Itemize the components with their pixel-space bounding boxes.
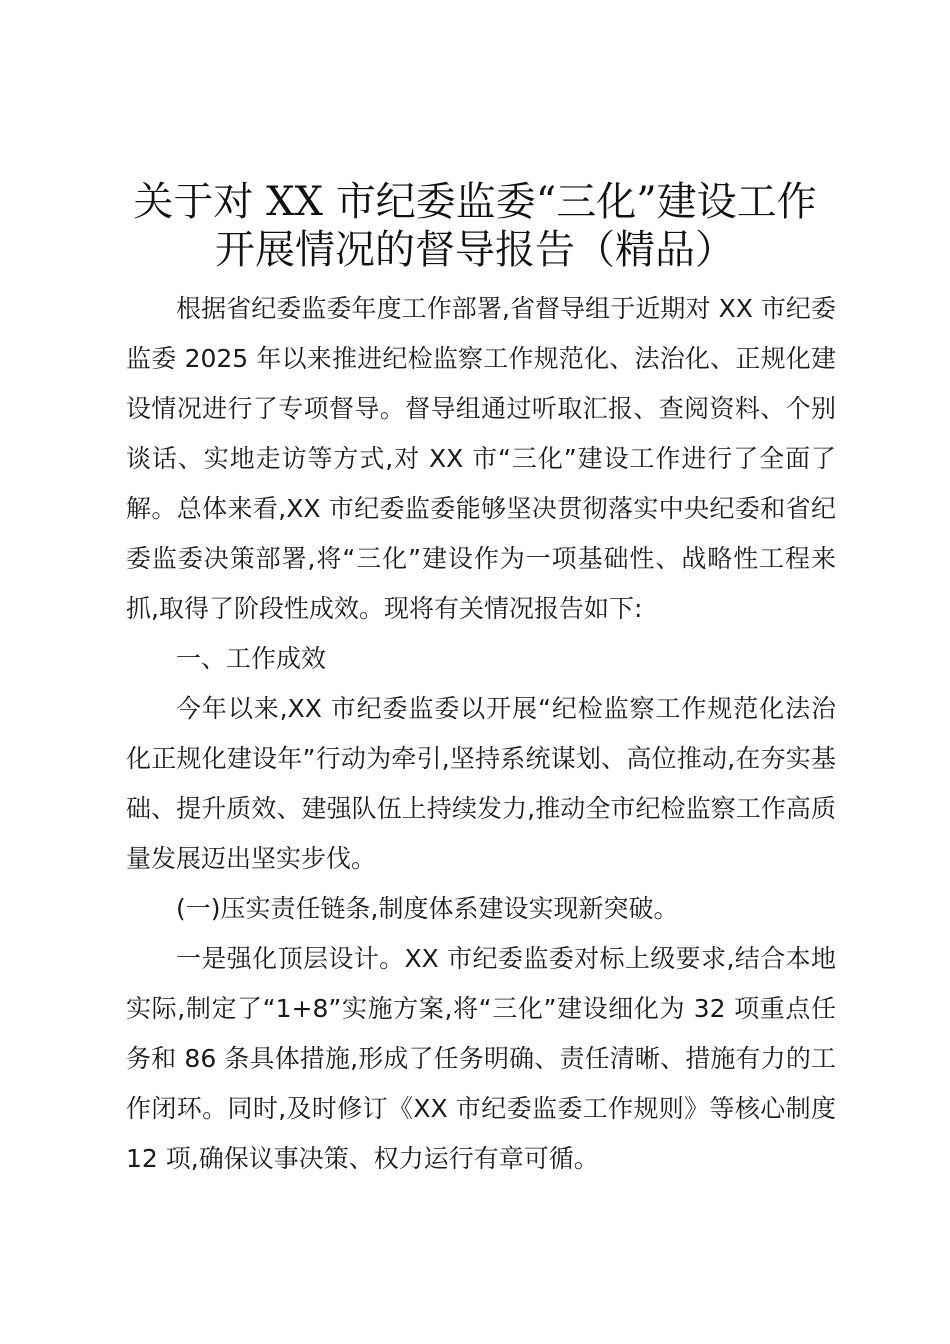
document-title: 关于对 XX 市纪委监委“三化”建设工作开展情况的督导报告（精品） xyxy=(133,179,817,273)
section-heading-work-results: 一、工作成效 xyxy=(176,644,327,673)
results-overview-paragraph: 今年以来,XX 市纪委监委以开展“纪检监察工作规范化法治化正规化建设年”行动为牵引,坚持系统谋划、高位推动,在夯实基础、提升质效、建强队伍上持续发力,推动全市纪检监察工作高质量发展迈出坚实步伐。 xyxy=(126,694,836,873)
intro-paragraph: 根据省纪委监委年度工作部署,省督导组于近期对 XX 市纪委监委 2025 年以来推进纪检监察工作规范化、法治化、正规化建设情况进行了专项督导。督导组通过听取汇报、查阅资料、个别谈话、实地走访等方式,对 XX 市“三化”建设工作进行了全面了解。总体来看,XX 市纪委监委能够坚决贯彻落实中央纪委和省纪委监委决策部署,将“三化”建设作为一项基础性、战略性工程来抓,取得了阶段性成效。现将有关情况报告如下: xyxy=(126,294,836,623)
subsection-heading-1: (一)压实责任链条,制度体系建设实现新突破。 xyxy=(176,894,679,923)
top-level-design-paragraph: 一是强化顶层设计。XX 市纪委监委对标上级要求,结合本地实际,制定了“1+8”实施方案,将“三化”建设细化为 32 项重点任务和 86 条具体措施,形成了任务明确、责任清晰、措施有力的工作闭环。同时,及时修订《XX 市纪委监委工作规则》等核心制度 12 项,确保议事决策、权力运行有章可循。 xyxy=(126,944,836,1173)
document-body xyxy=(126,284,836,1184)
